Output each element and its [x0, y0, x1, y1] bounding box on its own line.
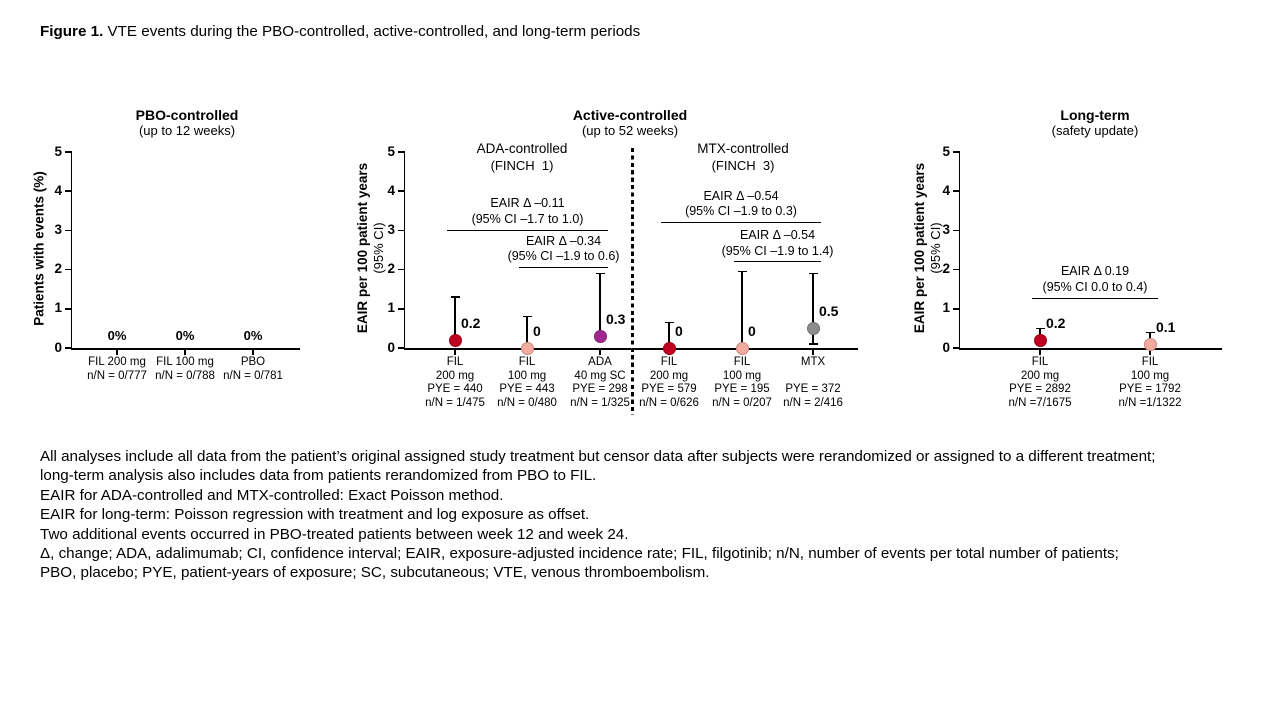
y-tick-label: 2: [942, 261, 950, 277]
subpanel-header-sub: (FINCH 1): [490, 158, 554, 173]
x-tick: [599, 350, 601, 355]
panel-subtitle: (up to 12 weeks): [138, 123, 236, 138]
figure-title-text: VTE events during the PBO-controlled, active-controlled, and long-term periods: [103, 23, 641, 40]
footnote-line: All analyses include all data from the patient’s original assigned study treatment but censor data after subjects were rerandomized or assigned to a different treatment;: [40, 448, 1156, 465]
y-axis: [404, 151, 406, 350]
panel-title: PBO-controlled: [135, 107, 239, 123]
x-tick: [252, 350, 254, 355]
y-tick-label: 1: [387, 300, 395, 316]
data-point-marker: [449, 334, 462, 347]
subpanel-header: MTX-controlled: [697, 141, 789, 156]
comparison-line: [519, 267, 608, 268]
footnote-line: EAIR for ADA-controlled and MTX-controlled: Exact Poisson method.: [40, 486, 504, 504]
y-tick: [398, 347, 404, 349]
category-label: FIL 100 mg PYE = 1792 n/N =1/1322: [1118, 356, 1182, 409]
ci-cap-top: [596, 273, 605, 275]
ci-cap-top: [523, 316, 532, 318]
value-label: 0.2: [1046, 315, 1066, 332]
y-tick: [953, 190, 959, 192]
comparison-line: [1032, 298, 1158, 299]
y-tick: [953, 308, 959, 310]
category-label: FIL 100 mg PYE = 195 n/N = 0/207: [712, 356, 772, 409]
value-label: 0%: [107, 328, 127, 343]
x-axis: [959, 348, 1223, 350]
y-tick: [398, 269, 404, 271]
y-tick: [65, 347, 71, 349]
y-tick-label: 1: [942, 300, 950, 316]
ci-cap-top: [809, 273, 818, 275]
subpanel-header-sub: (FINCH 3): [711, 158, 775, 173]
data-point-marker: [807, 322, 820, 335]
figure-title-prefix: Figure 1.: [40, 23, 104, 40]
value-label: 0.5: [819, 303, 839, 320]
y-tick-label: 2: [387, 261, 395, 277]
y-tick-label: 5: [54, 143, 62, 159]
y-axis-label: Patients with events (%): [31, 170, 47, 326]
y-axis: [71, 151, 73, 350]
category-label: FIL 200 mg PYE = 2892 n/N =7/1675: [1008, 356, 1072, 409]
y-tick-label: 4: [54, 182, 62, 198]
x-tick: [1039, 350, 1041, 355]
category-label: ADA 40 mg SC PYE = 298 n/N = 1/325: [570, 356, 630, 409]
y-tick: [953, 347, 959, 349]
y-tick-label: 3: [387, 221, 395, 237]
y-tick-label: 3: [54, 221, 62, 237]
value-label: 0.2: [461, 315, 481, 332]
y-tick: [398, 230, 404, 232]
comparison-label: EAIR Δ –0.34 (95% CI –1.9 to 0.6): [507, 233, 620, 264]
y-tick: [953, 269, 959, 271]
data-point-marker: [736, 342, 749, 355]
data-point-marker: [521, 342, 534, 355]
y-tick: [65, 230, 71, 232]
y-tick-label: 0: [54, 339, 62, 355]
data-point-marker: [594, 330, 607, 343]
y-tick: [953, 230, 959, 232]
y-tick-label: 5: [942, 143, 950, 159]
category-label: FIL 200 mg PYE = 440 n/N = 1/475: [425, 356, 485, 409]
x-tick: [812, 350, 814, 355]
ci-cap-top: [665, 322, 674, 324]
y-axis-label: EAIR per 100 patient years (95% CI): [912, 162, 943, 334]
y-tick-label: 4: [942, 182, 950, 198]
y-tick: [65, 190, 71, 192]
x-tick: [454, 350, 456, 355]
panel-title: Long-term: [1060, 107, 1130, 123]
footnote-line: PBO, placebo; PYE, patient-years of exposure; SC, subcutaneous; VTE, venous thromboembolism.: [40, 564, 710, 582]
footnotes-block: [40, 447, 1258, 583]
y-axis: [959, 151, 961, 350]
panel-subtitle: (up to 52 weeks): [581, 123, 679, 138]
value-label: 0%: [175, 328, 195, 343]
panel-title: Active-controlled: [572, 107, 688, 123]
ci-cap-top: [451, 296, 460, 298]
comparison-label: EAIR Δ –0.54 (95% CI –1.9 to 0.3): [685, 188, 797, 219]
value-label: 0: [748, 323, 756, 339]
y-tick: [65, 308, 71, 310]
y-tick-label: 0: [387, 339, 395, 355]
y-tick: [398, 308, 404, 310]
panel-subtitle: (safety update): [1051, 123, 1139, 138]
y-tick: [953, 151, 959, 153]
comparison-line: [661, 222, 821, 223]
subpanel-header: ADA-controlled: [476, 141, 568, 156]
data-point-marker: [1034, 334, 1047, 347]
y-axis-label: EAIR per 100 patient years (95% CI): [355, 162, 386, 334]
x-tick: [184, 350, 186, 355]
footnote-line: EAIR for long-term: Poisson regression with treatment and log exposure as offset.: [40, 506, 590, 524]
value-label: 0: [675, 323, 683, 339]
y-tick-label: 4: [387, 182, 395, 198]
ci-cap-top: [1036, 328, 1045, 330]
value-label: 0.1: [1156, 319, 1176, 336]
value-label: 0%: [243, 328, 263, 343]
category-label: FIL 100 mg PYE = 443 n/N = 0/480: [497, 356, 557, 409]
value-label: 0: [533, 323, 541, 339]
value-label: 0.3: [606, 311, 626, 328]
y-tick: [398, 151, 404, 153]
y-tick: [65, 269, 71, 271]
x-tick: [116, 350, 118, 355]
data-point-marker: [1144, 338, 1157, 351]
ci-cap-top: [738, 271, 747, 273]
ci-whisker: [599, 274, 601, 337]
y-tick-label: 1: [54, 300, 62, 316]
ci-cap-bottom: [809, 343, 818, 345]
comparison-label: EAIR Δ –0.54 (95% CI –1.9 to 1.4): [721, 227, 834, 258]
comparison-line: [447, 230, 608, 231]
y-tick-label: 0: [942, 339, 950, 355]
y-tick-label: 3: [942, 221, 950, 237]
footnote-line: Two additional events occurred in PBO-treated patients between week 12 and week 24.: [40, 525, 629, 543]
category-label: FIL 200 mg PYE = 579 n/N = 0/626: [639, 356, 699, 409]
ci-cap-top: [1146, 332, 1155, 334]
footnote-line: Δ, change; ADA, adalimumab; CI, confidence interval; EAIR, exposure-adjusted incidence rate; FIL, filgotinib; n/N, number of events per total number of patients;: [40, 545, 1119, 563]
category-label: MTX PYE = 372 n/N = 2/416: [783, 356, 843, 409]
y-tick-label: 2: [54, 261, 62, 277]
data-point-marker: [663, 342, 676, 355]
footnote-line: long-term analysis also includes data from patients rerandomized from PBO to FIL.: [40, 467, 597, 485]
y-tick: [398, 190, 404, 192]
ci-whisker: [741, 272, 743, 348]
comparison-line: [734, 261, 821, 262]
comparison-label: EAIR Δ –0.11 (95% CI –1.7 to 1.0): [471, 196, 584, 227]
category-label: PBO n/N = 0/781: [223, 356, 283, 382]
y-tick-label: 5: [387, 143, 395, 159]
category-label: FIL 200 mg n/N = 0/777: [87, 356, 147, 382]
figure-title: [40, 23, 640, 40]
y-tick: [65, 151, 71, 153]
comparison-label: EAIR Δ 0.19 (95% CI 0.0 to 0.4): [1042, 264, 1148, 294]
category-label: FIL 100 mg n/N = 0/788: [155, 356, 215, 382]
